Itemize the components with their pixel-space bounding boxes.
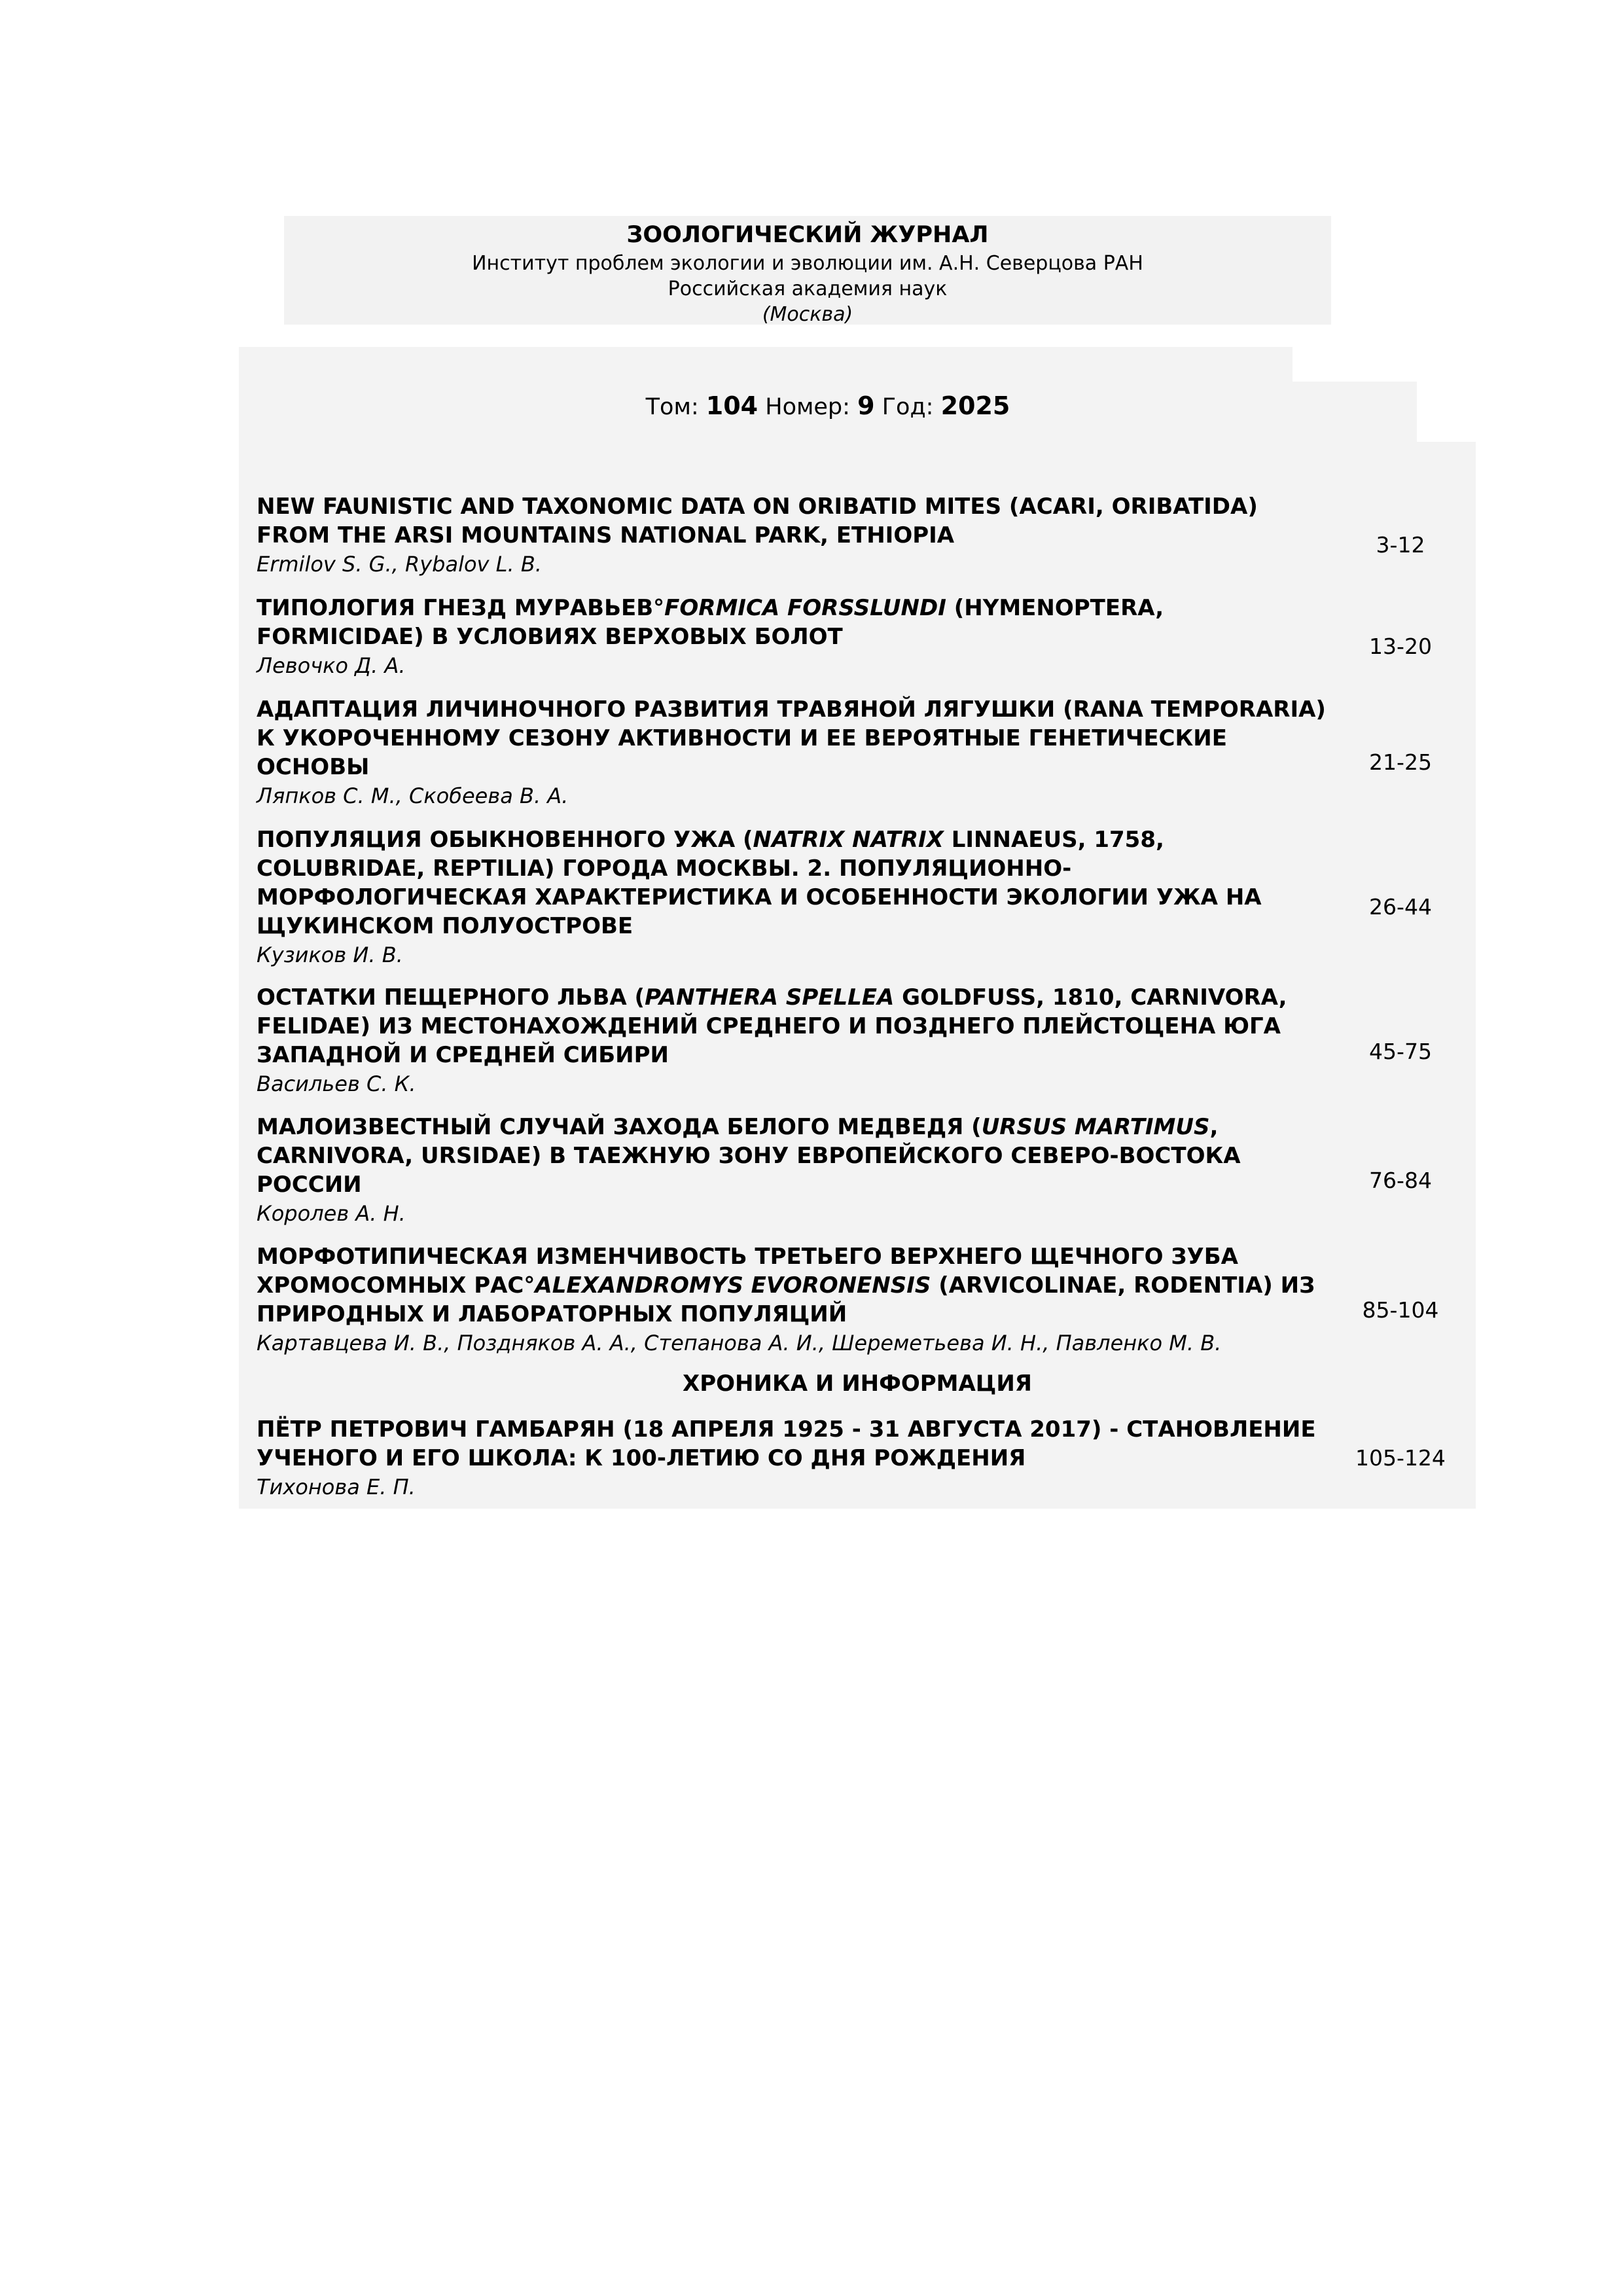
toc-entry[interactable]	[257, 695, 1336, 810]
page-range: 45-75	[1369, 1039, 1432, 1064]
page-range: 3-12	[1376, 532, 1425, 558]
article-title[interactable]: ПЁТР ПЕТРОВИЧ ГАМБАРЯН (18 АПРЕЛЯ 1925 - 31 АВГУСТА 2017) - СТАНОВЛЕНИЕ УЧЕНОГО И ЕГО ШКОЛА: К 100-ЛЕТИЮ СО ДНЯ РОЖДЕНИЯ	[257, 1416, 1316, 1471]
section-heading: ХРОНИКА И ИНФОРМАЦИЯ	[683, 1371, 1032, 1397]
number-label: Номер:	[765, 394, 850, 420]
volume-value: 104	[705, 391, 758, 420]
article-authors: Ляпков С. М., Скобеева В. А.	[257, 783, 569, 808]
article-authors: Картавцева И. В., Поздняков А. А., Степанова А. И., Шереметьева И. Н., Павленко М. В.	[257, 1331, 1222, 1355]
article-title[interactable]: ОСТАТКИ ПЕЩЕРНОГО ЛЬВА (PANTHERA SPELLEA GOLDFUSS, 1810, CARNIVORA, FELIDAE) ИЗ МЕСТОНАХОЖДЕНИЙ СРЕДНЕГО И ПОЗДНЕГО ПЛЕЙСТОЦЕНА ЮГА ЗАПАДНОЙ И СРЕДНЕЙ СИБИРИ	[257, 984, 1287, 1068]
article-authors: Королев А. Н.	[257, 1201, 406, 1226]
toc-entry[interactable]	[257, 1415, 1336, 1501]
article-title[interactable]: МАЛОИЗВЕСТНЫЙ СЛУЧАЙ ЗАХОДА БЕЛОГО МЕДВЕДЯ (URSUS MARTIMUS, CARNIVORA, URSIDAE) В ТАЕЖНУЮ ЗОНУ ЕВРОПЕЙСКОГО СЕВЕРО-ВОСТОКА РОССИИ	[257, 1114, 1241, 1198]
page-range: 105-124	[1355, 1445, 1446, 1471]
number-value: 9	[857, 391, 875, 420]
page-range: 85-104	[1362, 1297, 1439, 1323]
toc-entry[interactable]	[257, 1113, 1336, 1228]
article-title[interactable]: АДАПТАЦИЯ ЛИЧИНОЧНОГО РАЗВИТИЯ ТРАВЯНОЙ ЛЯГУШКИ (RANA TEMPORARIA) К УКОРОЧЕННОМУ СЕЗОНУ АКТИВНОСТИ И ЕЕ ВЕРОЯТНЫЕ ГЕНЕТИЧЕСКИЕ ОСНОВЫ	[257, 696, 1326, 780]
page-range: 21-25	[1369, 749, 1432, 775]
journal-header	[284, 216, 1331, 325]
article-authors: Васильев С. К.	[257, 1071, 416, 1096]
article-authors: Тихонова Е. П.	[257, 1475, 416, 1499]
city-name: (Москва)	[762, 303, 853, 326]
article-authors: Ermilov S. G., Rybalov L. B.	[257, 552, 542, 577]
journal-title: ЗООЛОГИЧЕСКИЙ ЖУРНАЛ	[626, 222, 989, 248]
toc-entry[interactable]	[257, 492, 1336, 579]
toc-entry[interactable]	[257, 1242, 1336, 1357]
page-range: 13-20	[1369, 634, 1432, 659]
article-title[interactable]: ТИПОЛОГИЯ ГНЕЗД МУРАВЬЕВ°FORMICA FORSSLUNDI (HYMENOPTERA, FORMICIDAE) В УСЛОВИЯХ ВЕРХОВЫХ БОЛОТ	[257, 595, 1164, 650]
volume-label: Том:	[645, 394, 699, 420]
page-range: 26-44	[1369, 894, 1432, 920]
academy-name: Российская академия наук	[668, 278, 948, 300]
year-label: Год:	[882, 394, 934, 420]
article-authors: Кузиков И. В.	[257, 942, 403, 967]
article-authors: Левочко Д. А.	[257, 653, 406, 678]
article-title[interactable]: NEW FAUNISTIC AND TAXONOMIC DATA ON ORIBATID MITES (ACARI, ORIBATIDA) FROM THE ARSI MOUNTAINS NATIONAL PARK, ETHIOPIA	[257, 493, 1258, 548]
toc-entry[interactable]	[257, 594, 1336, 680]
institute-name: Институт проблем экологии и эволюции им. А.Н. Северцова РАН	[472, 252, 1143, 275]
article-title[interactable]: ПОПУЛЯЦИЯ ОБЫКНОВЕННОГО УЖА (NATRIX NATRIX LINNAEUS, 1758, COLUBRIDAE, REPTILIA) ГОРОДА МОСКВЫ. 2. ПОПУЛЯЦИОННО- МОРФОЛОГИЧЕСКАЯ ХАРАКТЕРИСТИКА И ОСОБЕННОСТИ ЭКОЛОГИИ УЖА НА ЩУКИНСКОМ ПОЛУОСТРОВЕ	[257, 827, 1262, 939]
issue-info	[239, 389, 1417, 423]
page-range: 76-84	[1369, 1168, 1432, 1193]
toc-entry[interactable]	[257, 825, 1336, 969]
toc-panel-extension	[1417, 443, 1476, 456]
article-title[interactable]: МОРФОТИПИЧЕСКАЯ ИЗМЕНЧИВОСТЬ ТРЕТЬЕГО ВЕРХНЕГО ЩЕЧНОГО ЗУБА ХРОМОСОМНЫХ РАС°ALEXANDROMYS EVORONENSIS (ARVICOLINAE, RODENTIA) ИЗ ПРИРОДНЫХ И ЛАБОРАТОРНЫХ ПОПУЛЯЦИЙ	[257, 1244, 1315, 1327]
year-value: 2025	[940, 391, 1010, 420]
toc-entry[interactable]	[257, 983, 1336, 1098]
